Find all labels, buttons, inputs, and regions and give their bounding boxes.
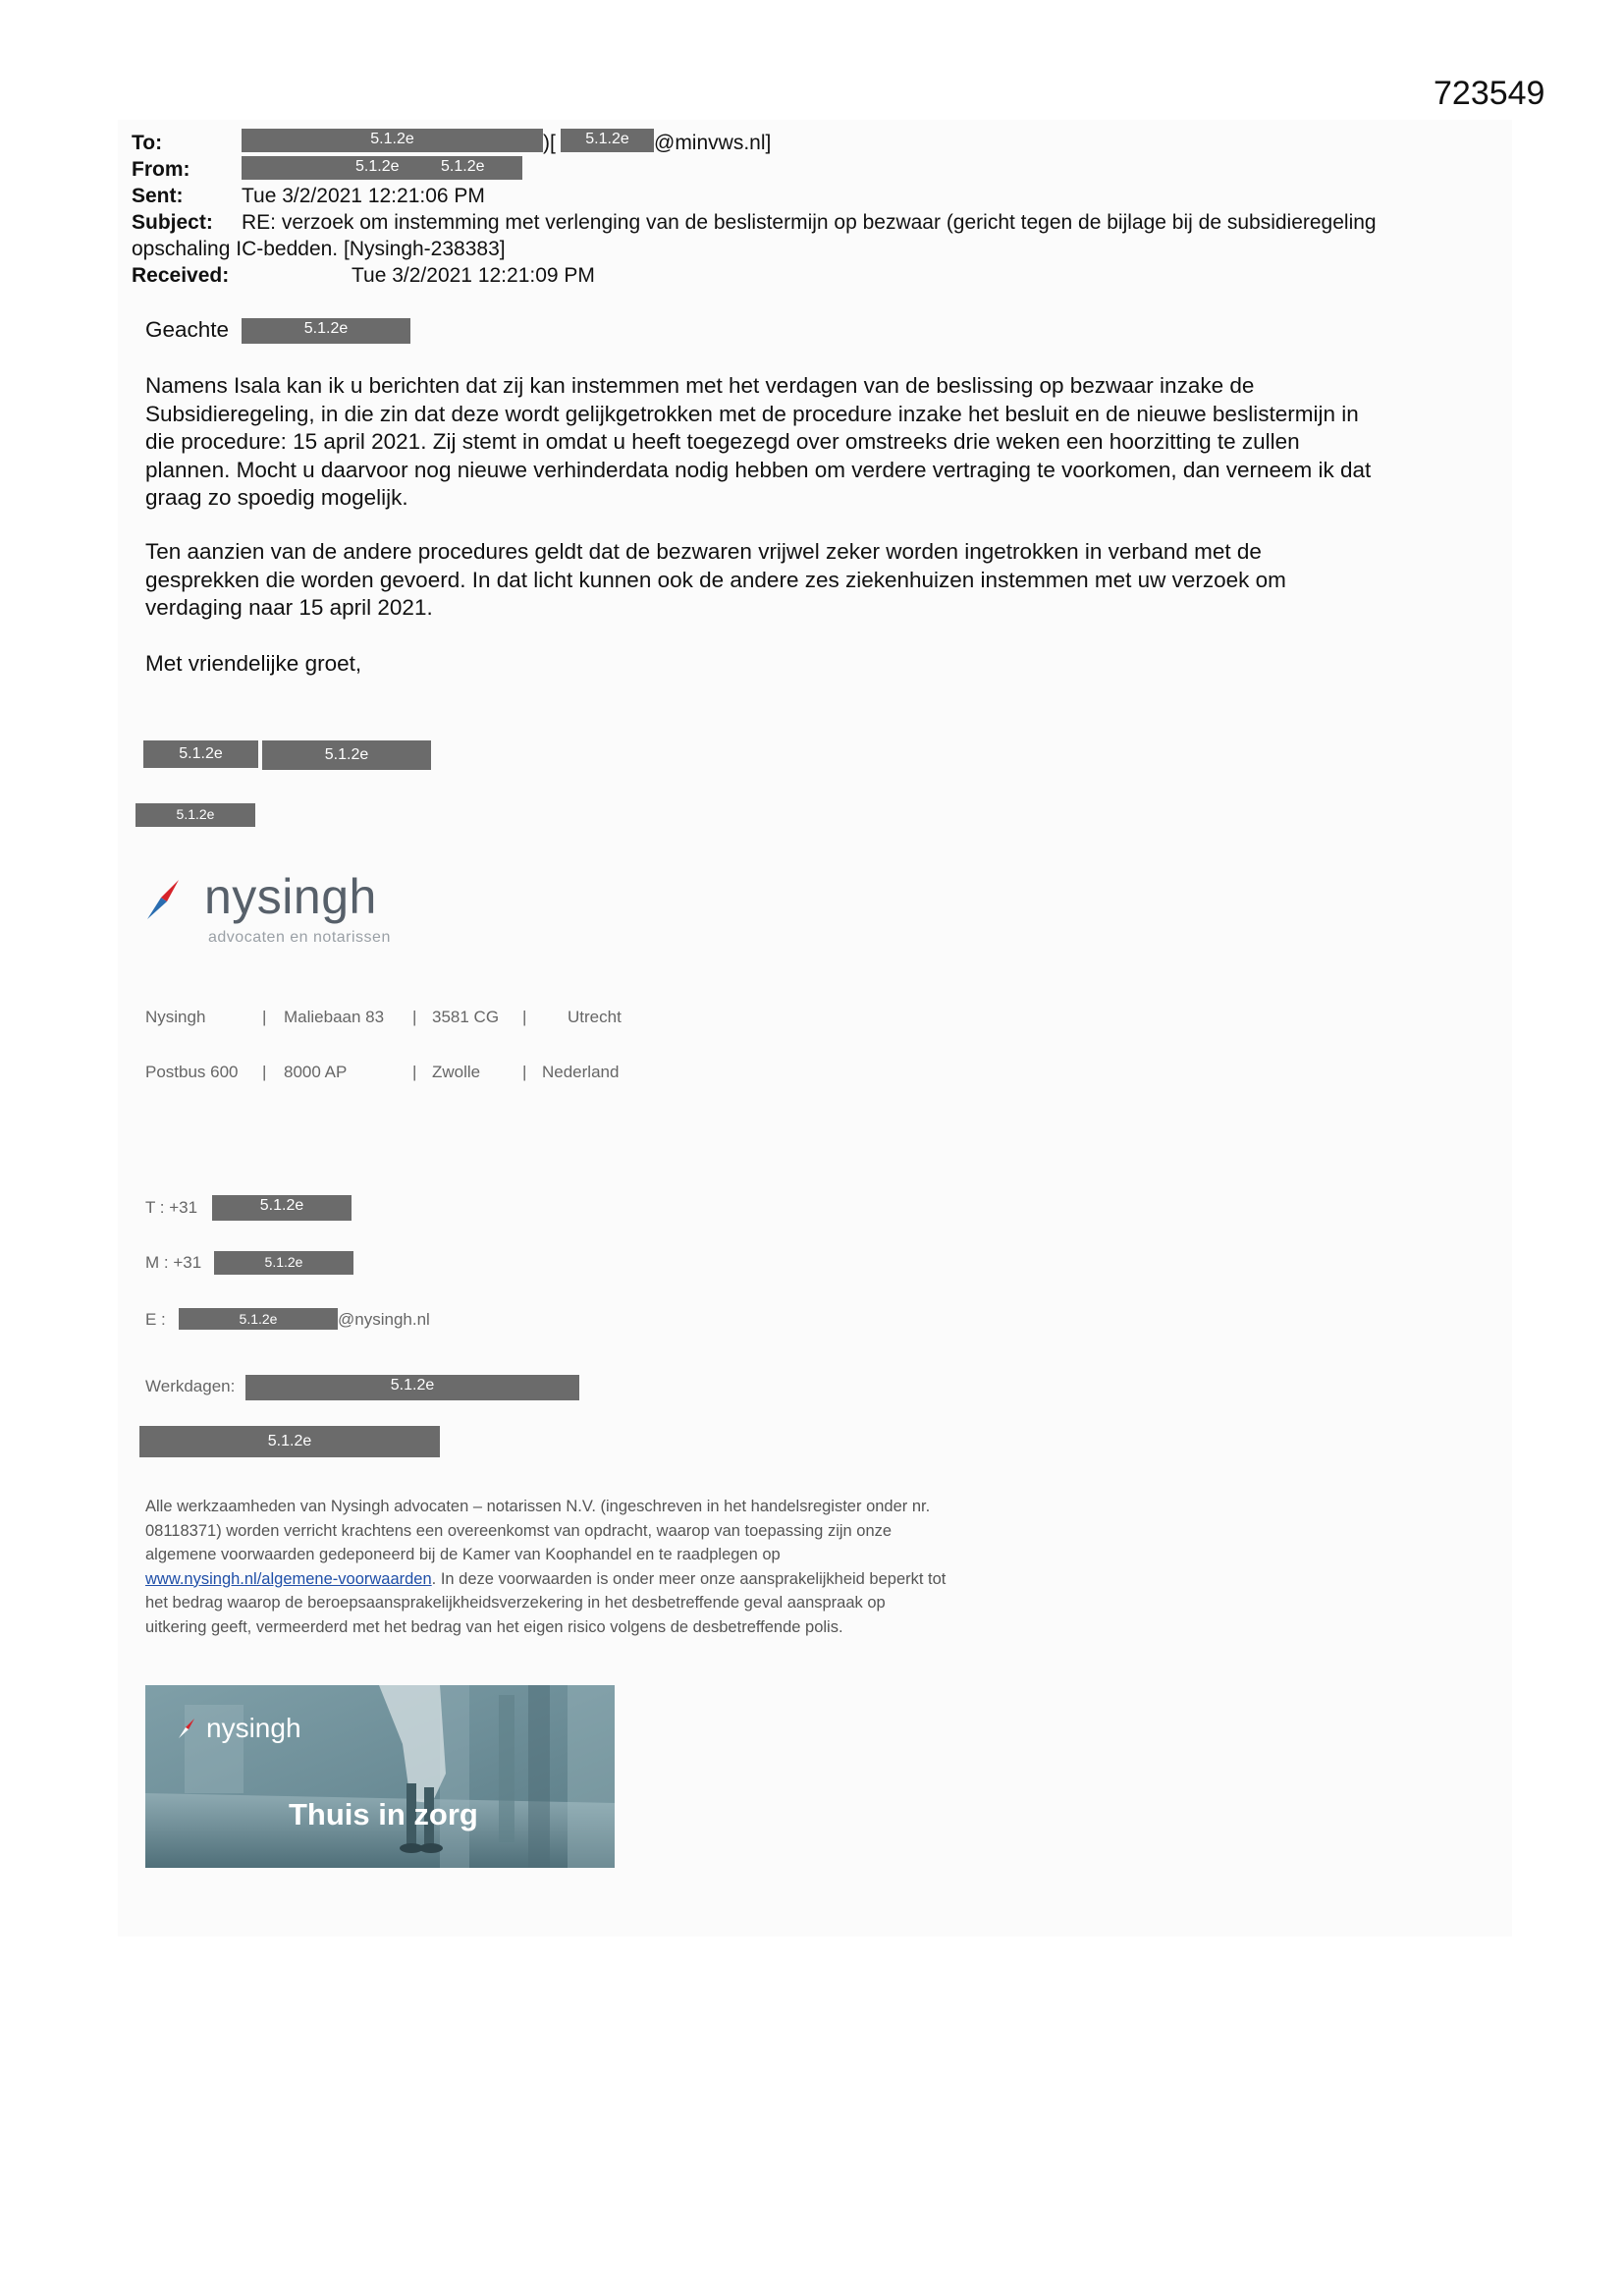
subject-line-1: RE: verzoek om instemming met verlenging van de beslistermijn op bezwaar (gericht tegen de bijlage bij de subsidieregeling (242, 211, 1377, 234)
sent-label: Sent: (132, 185, 184, 207)
address-line-2-b: 8000 AP (284, 1063, 348, 1081)
workdays-label: Werkdagen: (145, 1377, 236, 1395)
subject-line-2: opschaling IC-bedden. [Nysingh-238383] (132, 238, 506, 260)
nysingh-logo-icon (143, 876, 187, 923)
address-line-2-d: Nederland (542, 1063, 620, 1081)
redaction-extra: 5.1.2e (139, 1426, 440, 1457)
redaction-to-name: 5.1.2e (242, 129, 543, 152)
redaction-from-code-2: 5.1.2e (441, 158, 485, 175)
email-label: E : (145, 1310, 166, 1329)
paragraph-1 (145, 372, 1371, 513)
paragraph-2-line: verdaging naar 15 april 2021. (145, 595, 433, 620)
received-value: Tue 3/2/2021 12:21:09 PM (352, 264, 595, 287)
address-sep: | (412, 1008, 417, 1026)
paragraph-1-line: Subsidieregeling, in die zin dat deze wordt gelijkgetrokken met de procedure inzake het besluit en de nieuwe beslistermijn in (145, 401, 1359, 426)
address-sep: | (412, 1063, 417, 1081)
redaction-phone: 5.1.2e (212, 1195, 352, 1221)
redaction-sig-title: 5.1.2e (135, 803, 255, 827)
redaction-workdays: 5.1.2e (245, 1375, 579, 1400)
email-domain: @nysingh.nl (338, 1310, 430, 1329)
document-number: 723549 (1434, 75, 1545, 112)
banner-brand: nysingh (206, 1713, 301, 1743)
closing: Met vriendelijke groet, (145, 651, 362, 676)
paragraph-2-line: Ten aanzien van de andere procedures geldt dat de bezwaren vrijwel zeker worden ingetrokken in verband met de (145, 539, 1262, 564)
redaction-mobile: 5.1.2e (214, 1251, 353, 1275)
address-sep: | (262, 1008, 267, 1026)
address-sep: | (262, 1063, 267, 1081)
address-line-2-a: Postbus 600 (145, 1063, 239, 1081)
sent-row (132, 183, 184, 209)
disclaimer-line: algemene voorwaarden gedeponeerd bij de Kamer van Koophandel en te raadplegen op (145, 1546, 781, 1563)
redaction-sig-name-1: 5.1.2e (143, 740, 258, 768)
greeting: Geachte (145, 317, 230, 342)
paragraph-1-line: die procedure: 15 april 2021. Zij stemt in omdat u heeft toegezegd over omstreeks drie weken een hoorzitting te zullen (145, 429, 1300, 454)
sent-value: Tue 3/2/2021 12:21:06 PM (242, 185, 485, 207)
subject-label: Subject: (132, 211, 213, 234)
banner-slogan: Thuis in zorg (289, 1797, 478, 1831)
disclaimer-line: 08118371) worden verricht krachtens een overeenkomst van opdracht, waarop van toepassing zijn onze (145, 1521, 893, 1540)
paragraph-1-line: plannen. Mocht u daarvoor nog nieuwe verhinderdata nodig hebben om verdere vertraging te voorkomen, dan verneem ik dat (145, 457, 1372, 482)
address-line-2-c: Zwolle (432, 1063, 481, 1081)
mobile-label: M : +31 (145, 1253, 202, 1272)
banner-logo-icon (177, 1717, 198, 1740)
redaction-to-email: 5.1.2e (561, 129, 654, 152)
redaction-greeting-name: 5.1.2e (242, 318, 410, 344)
disclaimer (145, 1495, 1068, 1639)
redaction-from (242, 156, 522, 180)
address-sep: | (522, 1063, 527, 1081)
to-label: To: (132, 132, 163, 154)
redaction-sig-name-2: 5.1.2e (262, 740, 431, 770)
subject-label-row (132, 209, 213, 236)
terms-link[interactable]: www.nysingh.nl/algemene-voorwaarden (145, 1569, 432, 1588)
address-line-1-c: 3581 CG (432, 1008, 500, 1026)
address-sep: | (522, 1008, 527, 1026)
redaction-email: 5.1.2e (179, 1308, 338, 1330)
from-row (132, 156, 190, 183)
to-suffix-1: )[ (543, 132, 556, 154)
phone-label: T : +31 (145, 1198, 198, 1217)
disclaimer-line (145, 1567, 1068, 1592)
disclaimer-line: het bedrag waarop de beroepsaansprakelijkheidsverzekering in het desbetreffende geval aanspraak op (145, 1594, 886, 1612)
promo-banner[interactable] (145, 1685, 615, 1868)
received-label: Received: (132, 264, 230, 287)
disclaimer-line-4-rest: . In deze voorwaarden is onder meer onze aansprakelijkheid beperkt tot (431, 1569, 947, 1588)
from-label: From: (132, 158, 190, 181)
disclaimer-line: Alle werkzaamheden van Nysingh advocaten – notarissen N.V. (ingeschreven in het handelsregister onder nr. (145, 1498, 931, 1515)
redaction-from-code-1: 5.1.2e (355, 158, 400, 175)
paragraph-1-line: graag zo spoedig mogelijk. (145, 485, 408, 510)
to-email-domain: @minvws.nl] (654, 132, 772, 154)
to-row (132, 130, 162, 156)
address-line-1-a: Nysingh (145, 1008, 206, 1026)
logo-wordmark: nysingh (204, 869, 377, 924)
paragraph-1-line: Namens Isala kan ik u berichten dat zij kan instemmen met het verdagen van de beslissing op bezwaar inzake de (145, 373, 1255, 398)
disclaimer-line: uitkering geeft, vermeerderd met het bedrag van het eigen risico volgens de desbetreffende polis. (145, 1617, 843, 1636)
received-row (132, 262, 229, 289)
paragraph-2 (145, 538, 1286, 623)
address-line-1-b: Maliebaan 83 (284, 1008, 385, 1026)
logo-tagline: advocaten en notarissen (208, 929, 391, 946)
address-line-1-d: Utrecht (568, 1008, 622, 1026)
paragraph-2-line: gesprekken die worden gevoerd. In dat licht kunnen ook de andere zes ziekenhuizen instemmen met uw verzoek om (145, 567, 1286, 592)
